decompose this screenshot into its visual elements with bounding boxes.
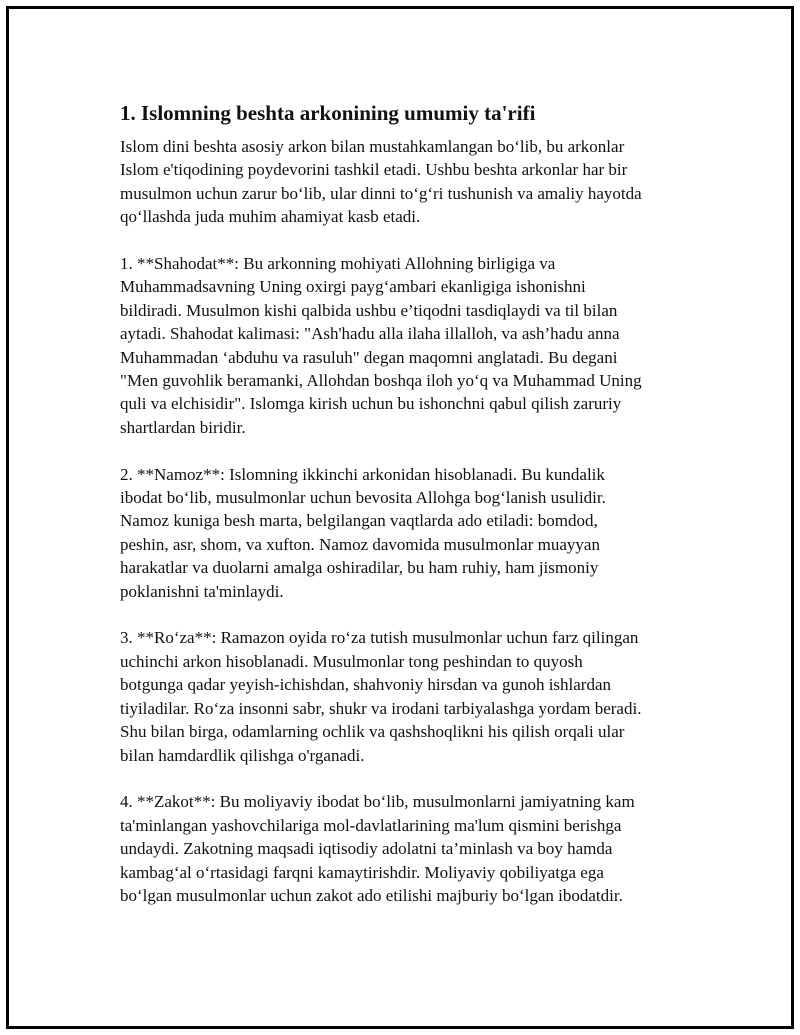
text-line: 4. **Zakot**: Bu moliyaviy ibodat bo‘lib, musulmonlarni jamiyatning kam [120, 792, 635, 812]
text-line: "Men guvohlik beramanki, Allohdan boshqa iloh yo‘q va Muhammad Uning [120, 371, 642, 391]
text-line: bildiradi. Musulmon kishi qalbida ushbu e’tiqodni tasdiqlaydi va til bilan [120, 300, 618, 320]
text-line: 1. **Shahodat**: Bu arkonning mohiyati Allohning birligiga va [120, 254, 556, 274]
paragraph-shahodat [120, 252, 710, 439]
text-line: harakatlar va duolarni amalga oshiradilar, bu ham ruhiy, ham jismoniy [120, 558, 599, 578]
document-body [120, 99, 710, 931]
text-line: quli va elchisidir". Islomga kirish uchun bu ishonchni qabul qilish zaruriy [120, 394, 622, 414]
text-line: 3. **Ro‘za**: Ramazon oyida ro‘za tutish musulmonlar uchun farz qilingan [120, 628, 639, 648]
text-line: botgunga qadar yeyish-ichishdan, shahvoniy hirsdan va gunoh ishlardan [120, 675, 612, 695]
section-heading: 1. Islomning beshta arkonining umumiy ta'rifi [120, 101, 536, 125]
text-line: musulmon uchun zarur bo‘lib, ular dinni to‘g‘ri tushunish va amaliy hayotda [120, 183, 642, 203]
paragraph-roza [120, 626, 710, 766]
text-line: Islom e'tiqodining poydevorini tashkil etadi. Ushbu beshta arkonlar har bir [120, 160, 628, 180]
paragraph-intro [120, 135, 710, 229]
text-line: aytadi. Shahodat kalimasi: "Ash'hadu alla ilaha illalloh, va ash’hadu anna [120, 324, 620, 344]
text-line: qo‘llashda juda muhim ahamiyat kasb etadi. [120, 207, 421, 227]
text-line: uchinchi arkon hisoblanadi. Musulmonlar tong peshindan to quyosh [120, 651, 583, 671]
paragraph-namoz [120, 463, 710, 603]
text-line: 2. **Namoz**: Islomning ikkinchi arkonidan hisoblanadi. Bu kundalik [120, 464, 605, 484]
page-frame [6, 6, 794, 1029]
text-line: bo‘lgan musulmonlar uchun zakot ado etilishi majburiy bo‘lgan ibodatdir. [120, 885, 623, 905]
text-line: bilan hamdardlik qilishga o'rganadi. [120, 745, 365, 765]
text-line: Muhammadsavning Uning oxirgi payg‘ambari ekanligiga ishonishni [120, 277, 586, 297]
text-line: poklanishni ta'minlaydi. [120, 581, 284, 601]
text-line: Shu bilan birga, odamlarning ochlik va qashshoqlikni his qilish orqali ular [120, 722, 625, 742]
text-line: Namoz kuniga besh marta, belgilangan vaqtlarda ado etiladi: bomdod, [120, 511, 598, 531]
text-line: ibodat bo‘lib, musulmonlar uchun bevosita Allohga bog‘lanish usulidir. [120, 488, 606, 508]
paragraph-zakot [120, 790, 710, 907]
text-line: shartlardan biridir. [120, 417, 246, 437]
text-line: tiyiladilar. Ro‘za insonni sabr, shukr va irodani tarbiyalashga yordam beradi. [120, 698, 642, 718]
text-line: ta'minlangan yashovchilariga mol-davlatlarining ma'lum qismini berishga [120, 815, 622, 835]
text-line: Muhammadan ‘abduhu va rasuluh" degan maqomni anglatadi. Bu degani [120, 347, 618, 367]
text-line: kambag‘al o‘rtasidagi farqni kamaytirishdir. Moliyaviy qobiliyatga ega [120, 862, 604, 882]
text-line: undaydi. Zakotning maqsadi iqtisodiy adolatni ta’minlash va boy hamda [120, 839, 613, 859]
text-line: peshin, asr, shom, va xufton. Namoz davomida musulmonlar muayyan [120, 534, 600, 554]
text-line: Islom dini beshta asosiy arkon bilan mustahkamlangan bo‘lib, bu arkonlar [120, 137, 625, 156]
